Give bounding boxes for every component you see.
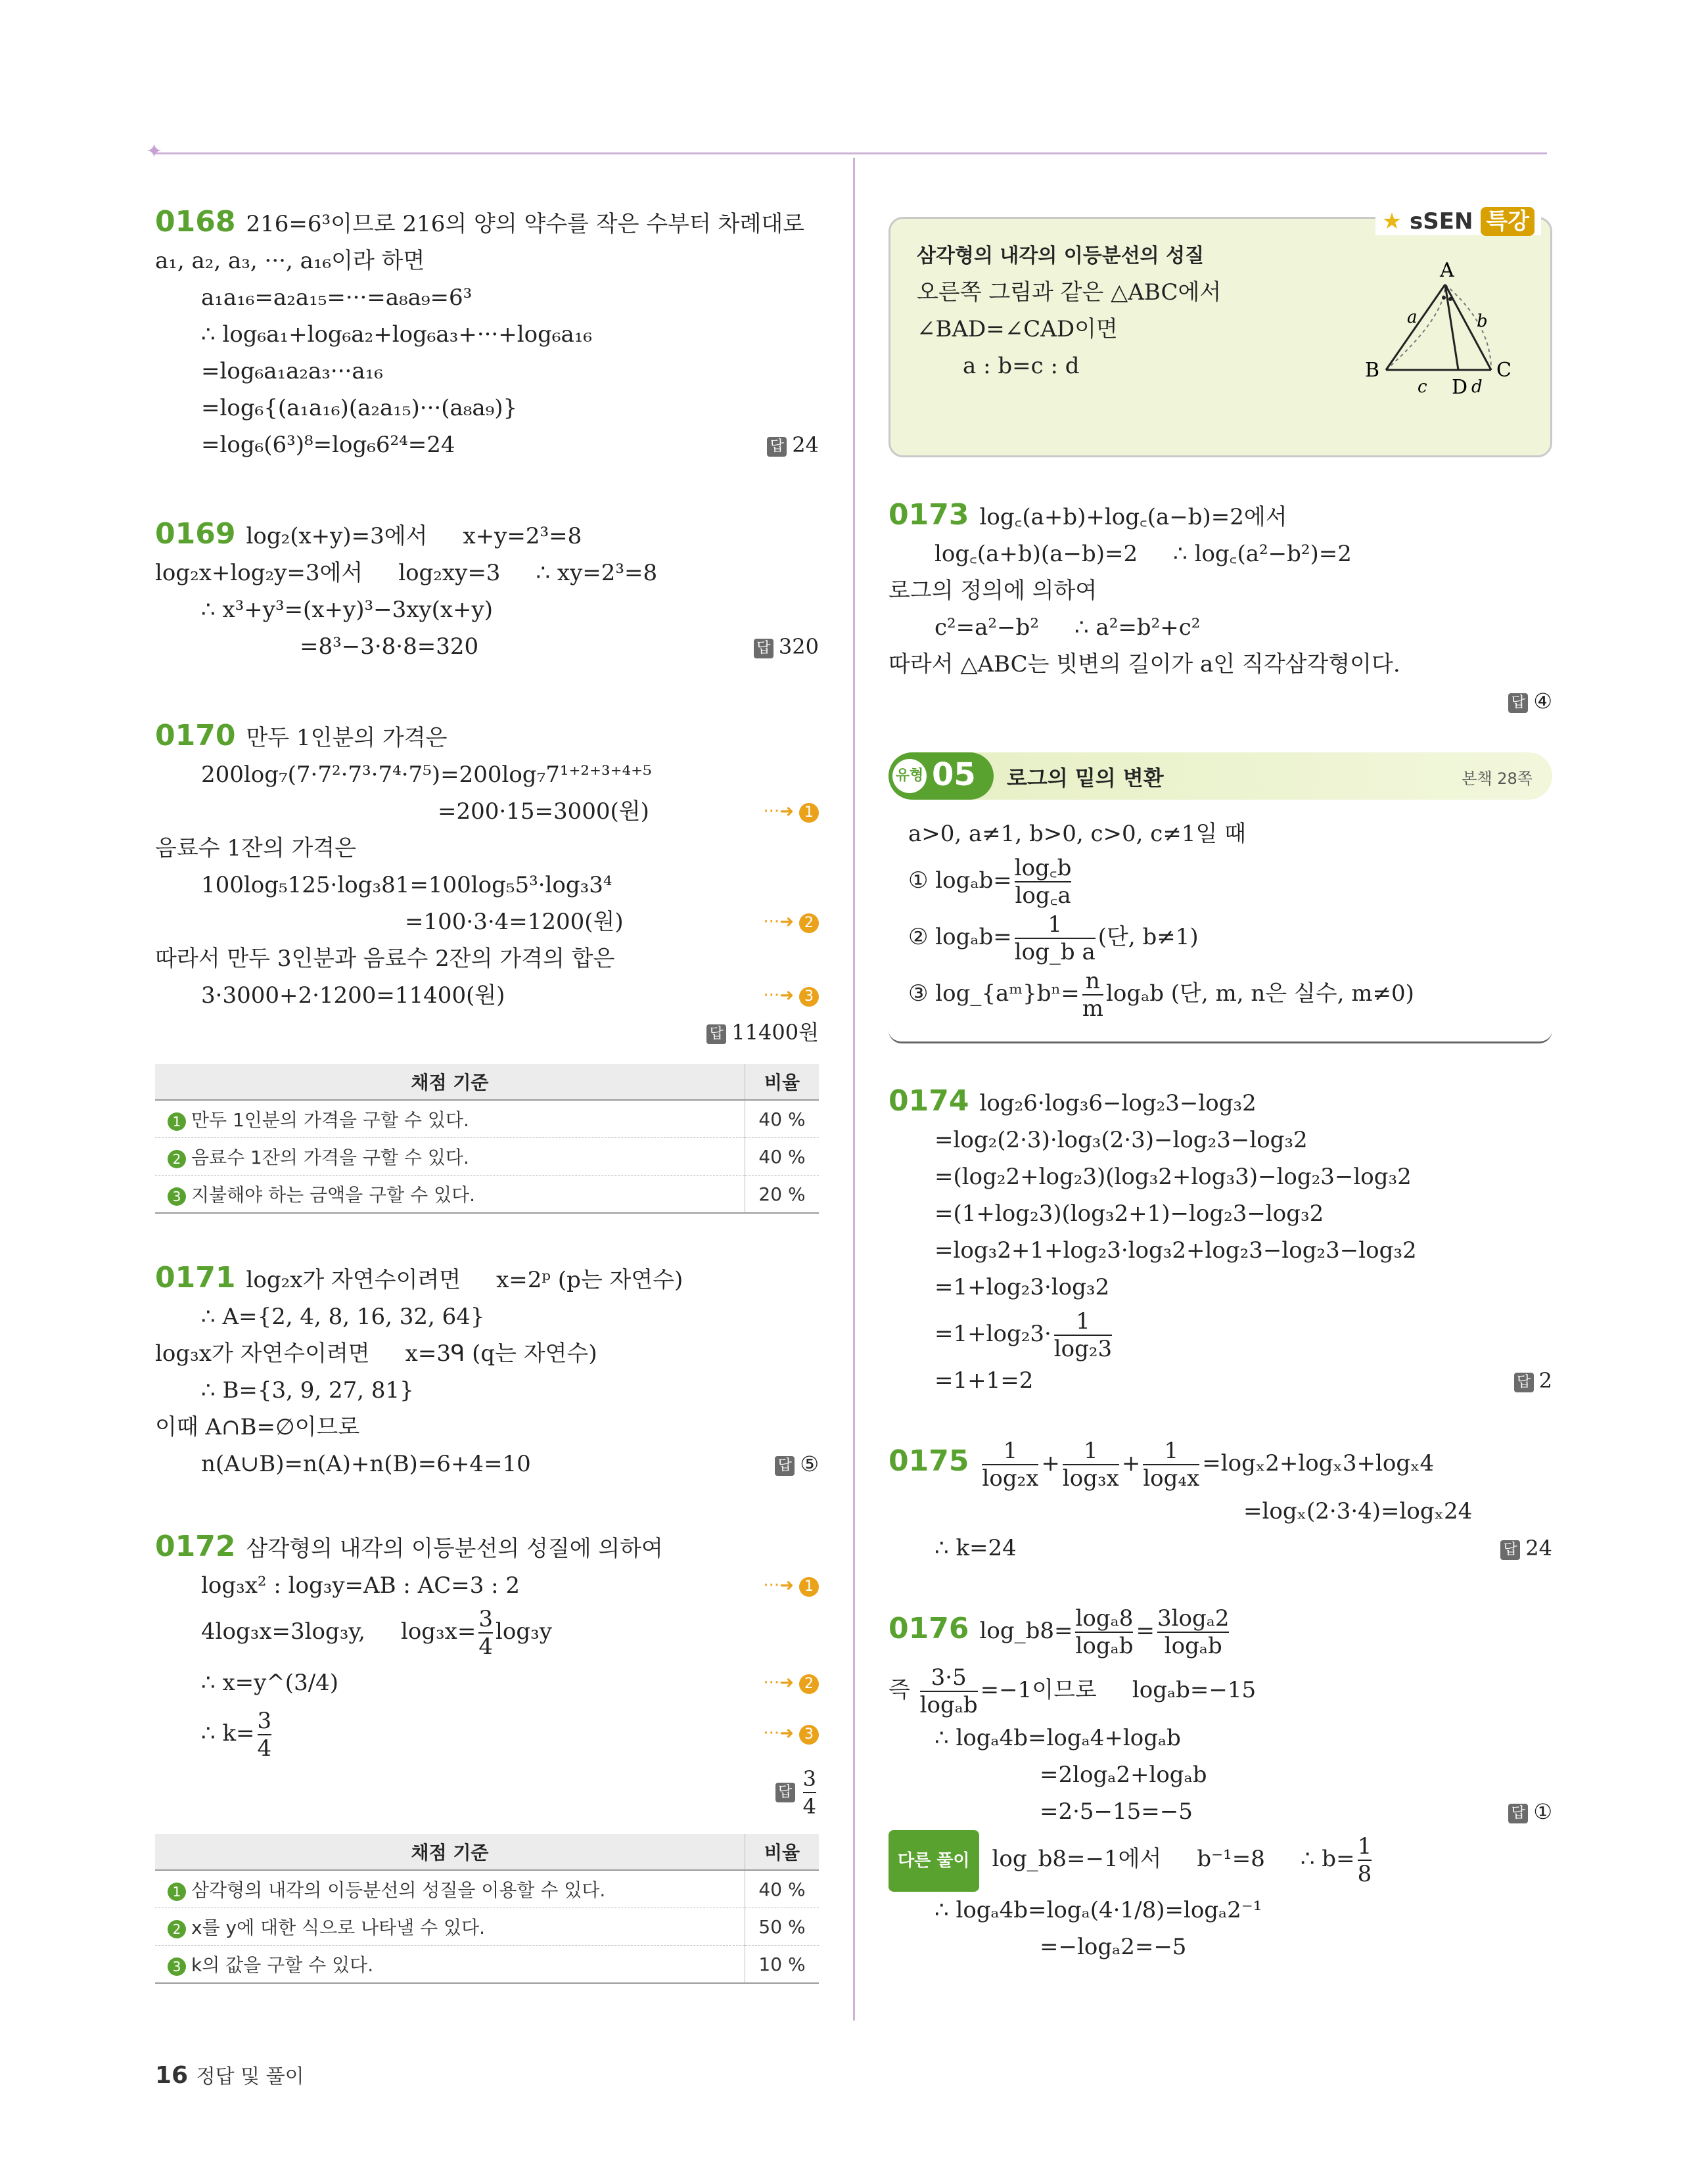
- table-row: 3 k의 값을 구할 수 있다. 10 %: [155, 1946, 819, 1984]
- table-row: 2 x를 y에 대한 식으로 나타낼 수 있다. 50 %: [155, 1908, 819, 1946]
- problem-0169: 0169 log₂(x+y)=3에서 x+y=2³=8 log₂x+log₂y=3에서 log₂xy=3 ∴ xy=2³=8 ∴ x³+y³=(x+y)³−3xy(x+y) =8³−3·8·8=320 답 320: [155, 516, 819, 665]
- type-badge: 유형 05: [889, 752, 994, 800]
- answer: 답 320: [754, 628, 819, 665]
- problem-0168: 0168 216=6³이므로 216의 양의 약수를 작은 수부터 차례대로 a₁, a₂, a₃, ···, a₁₆이라 하면 a₁a₁₆=a₂a₁₅=···=a₈a₉=6³ ∴ log₆a₁+log₆a₂+log₆a₃+···+log₆a₁₆ =log₆a₁a₂a₃···a₁₆ =log₆{(a₁a₁₆)(a₂a₁₅)···(a₈a₉)} =log₆(6³)⁸=log₆6²⁴=24 답 24: [155, 204, 819, 463]
- special-badge: ★ sSEN 특강: [1375, 203, 1541, 235]
- answer-icon: 답: [1514, 1373, 1534, 1392]
- answer-icon: 답: [767, 437, 787, 457]
- column-divider: [853, 158, 855, 2021]
- grading-table-0170: 채점 기준 비율 1 만두 1인분의 가격을 구할 수 있다. 40 % 2 음료수 1잔의 가격을 구할 수 있다. 40 % 3 지불해야 하는 금액을 구할 수 있다. 20 %: [155, 1064, 819, 1214]
- problem-0170: 0170 만두 1인분의 가격은 200log₇(7·7²·7³·7⁴·7⁵)=200log₇7¹⁺²⁺³⁺⁴⁺⁵ =200·15=3000(원) ···➜ 1 음료수 1잔의 가격은 100log₅125·log₃81=100log₅5³·log₃3⁴ =100·3·4=1200(원) ···➜ 2 따라서 만두 3인분과 음료수 2잔의 가격의 합은 3·3000+2·1200=11400(원) ···➜ 3 답 11400원: [155, 718, 819, 1051]
- answer: 답 11400원: [706, 1014, 819, 1051]
- grading-table-0172: 채점 기준 비율 1 삼각형의 내각의 이등분선의 성질을 이용할 수 있다. 40 % 2 x를 y에 대한 식으로 나타낼 수 있다. 50 % 3 k의 값을 구할 수 있다. 10 %: [155, 1834, 819, 1984]
- answer: 답 ④: [1508, 683, 1552, 720]
- answer-icon: 답: [775, 1456, 795, 1476]
- triangle-diagram: [1360, 245, 1531, 409]
- step-marker: ···➜ 3: [763, 1706, 819, 1761]
- alternate-solution-badge: 다른 풀이: [889, 1830, 979, 1892]
- fraction: $\frac{3}{4}$: [478, 1606, 493, 1660]
- problem-0173: 0173 log꜀(a+b)+log꜀(a−b)=2에서 log꜀(a+b)(a−b)=2 ∴ log꜀(a²−b²)=2 로그의 정의에 의하여 c²=a²−b² ∴ a²=b²+c² 따라서 △ABC는 빗변의 길이가 a인 직각삼각형이다. 답 ④: [889, 497, 1552, 720]
- svg-text:b: b: [1477, 311, 1488, 331]
- problem-0174: 0174 log₂6·log₃6−log₂3−log₃2 =log₂(2·3)·log₃(2·3)−log₂3−log₃2 =(log₂2+log₂3)(log₃2+log₃3)−log₂3−log₃2 =(1+log₂3)(log₃2+1)−log₂3−log₃2 =log₃2+1+log₂3·log₃2+log₂3−log₂3−log₃2 =1+log₂3·log₃2 =1+log₂3· $\frac{1}{\text{log₂3}}$ =1+1=2 답 2: [889, 1083, 1552, 1399]
- table-row: 1 삼각형의 내각의 이등분선의 성질을 이용할 수 있다. 40 %: [155, 1870, 819, 1908]
- answer: 답 ⑤: [775, 1446, 819, 1482]
- answer-icon: 답: [1500, 1540, 1520, 1560]
- answer: 답 24: [767, 426, 819, 463]
- answer-icon: 답: [775, 1783, 795, 1802]
- svg-text:B: B: [1365, 359, 1380, 382]
- table-row: 1 만두 1인분의 가격을 구할 수 있다. 40 %: [155, 1100, 819, 1138]
- problem-0172: 0172 삼각형의 내각의 이등분선의 성질에 의하여 log₃x² : log₃y=AB : AC=3 : 2 ···➜ 1 4log₃x=3log₃y, log₃x= $\frac{3}{4}$ log₃y ∴ x=y^(3/4) ···➜ 2 ∴ k= $\frac{3}{4}$ ···➜ 3 답 $\frac{3}{4}$: [155, 1528, 819, 1821]
- problem-0175: 0175 $\frac{1}{\text{log₂x}}$ + $\frac{1}{\text{log₃x}}$ + $\frac{1}{\text{log₄x}}$ =logₓ2+logₓ3+logₓ4 =logₓ(2·3·4)=logₓ24 ∴ k=24 답 24: [889, 1432, 1552, 1567]
- svg-text:c: c: [1418, 377, 1427, 397]
- star-icon: ★: [1381, 208, 1402, 235]
- problem-number: 0168: [155, 205, 236, 239]
- svg-text:D: D: [1452, 376, 1468, 399]
- answer: 답 24: [1500, 1530, 1552, 1567]
- page-footer: [155, 2060, 304, 2089]
- svg-text:d: d: [1471, 377, 1483, 397]
- special-lecture-box: ★ sSEN 특강 삼각형의 내각의 이등분선의 성질 오른쪽 그림과 같은 △ABC에서 ∠BAD=∠CAD이면 a : b=c : d A B C D a b c d: [889, 217, 1552, 457]
- page-number: 16: [155, 2062, 189, 2089]
- type-body: a>0, a≠1, b>0, c>0, c≠1일 때 ① logₐb= $\frac{\log꜀b}{\log꜀a}$ ② logₐb= $\frac{1}{\text{log\_b a}}$ (단, b≠1) ③ log_{aᵐ}bⁿ= $\frac{n}{m}$ logₐb (단, m, n은 실수, m≠0): [889, 809, 1552, 1043]
- answer: 답 ①: [1508, 1793, 1552, 1830]
- problem-0171: 0171 log₂x가 자연수이려면 x=2ᵖ (p는 자연수) ∴ A={2, 4, 8, 16, 32, 64} log₃x가 자연수이려면 x=3ᑫ (q는 자연수) ∴ B={3, 9, 27, 81} 이때 A∩B=∅이므로 n(A∪B)=n(A)+n(B)=6+4=10 답 ⑤: [155, 1260, 819, 1482]
- answer: 답 2: [1514, 1362, 1552, 1399]
- problem-0176: 0176 log_b8= $\frac{\text{logₐ8}}{\text{logₐb}}$ = $\frac{\text{3logₐ2}}{\text{logₐb}}$ 즉 $\frac{3\cdot 5}{\text{logₐb}}$ =−1이므로 logₐb=−15 ∴ logₐ4b=logₐ4+logₐb =2logₐ2+logₐb =2·5−15=−5 답 ① 다른 풀이 log_b8=−1에서 b⁻¹=8 ∴ b= $\frac{1}{8}$ ∴ logₐ4b=logₐ(4·1/8)=logₐ2⁻¹ =−logₐ2=−5: [889, 1605, 1552, 1960]
- table-row: 2 음료수 1잔의 가격을 구할 수 있다. 40 %: [155, 1138, 819, 1176]
- top-rule: [155, 152, 1547, 154]
- svg-text:C: C: [1496, 359, 1512, 382]
- answer-icon: 답: [1508, 693, 1528, 713]
- footer-title: 정답 및 풀이: [196, 2065, 304, 2088]
- table-row: 3 지불해야 하는 금액을 구할 수 있다. 20 %: [155, 1176, 819, 1214]
- type-header: 유형 05 로그의 밑의 변환 본책 28쪽: [889, 752, 1552, 800]
- right-column: [889, 208, 1552, 1979]
- step-marker: ···➜ 2: [763, 904, 819, 940]
- step-marker: ···➜ 1: [763, 793, 819, 830]
- star-icon: ✦: [146, 140, 163, 163]
- step-marker: ···➜ 1: [763, 1567, 819, 1604]
- step-marker: ···➜ 3: [763, 977, 819, 1014]
- fraction: $\frac{3}{4}$: [257, 1708, 272, 1762]
- answer: 답 $\frac{3}{4}$: [775, 1766, 819, 1819]
- left-column: [155, 204, 819, 2030]
- answer-icon: 답: [754, 639, 773, 658]
- answer-icon: 답: [1508, 1804, 1528, 1823]
- answer-icon: 답: [706, 1024, 726, 1044]
- svg-text:a: a: [1407, 308, 1418, 327]
- svg-text:A: A: [1440, 259, 1454, 282]
- step-marker: ···➜ 2: [763, 1660, 819, 1706]
